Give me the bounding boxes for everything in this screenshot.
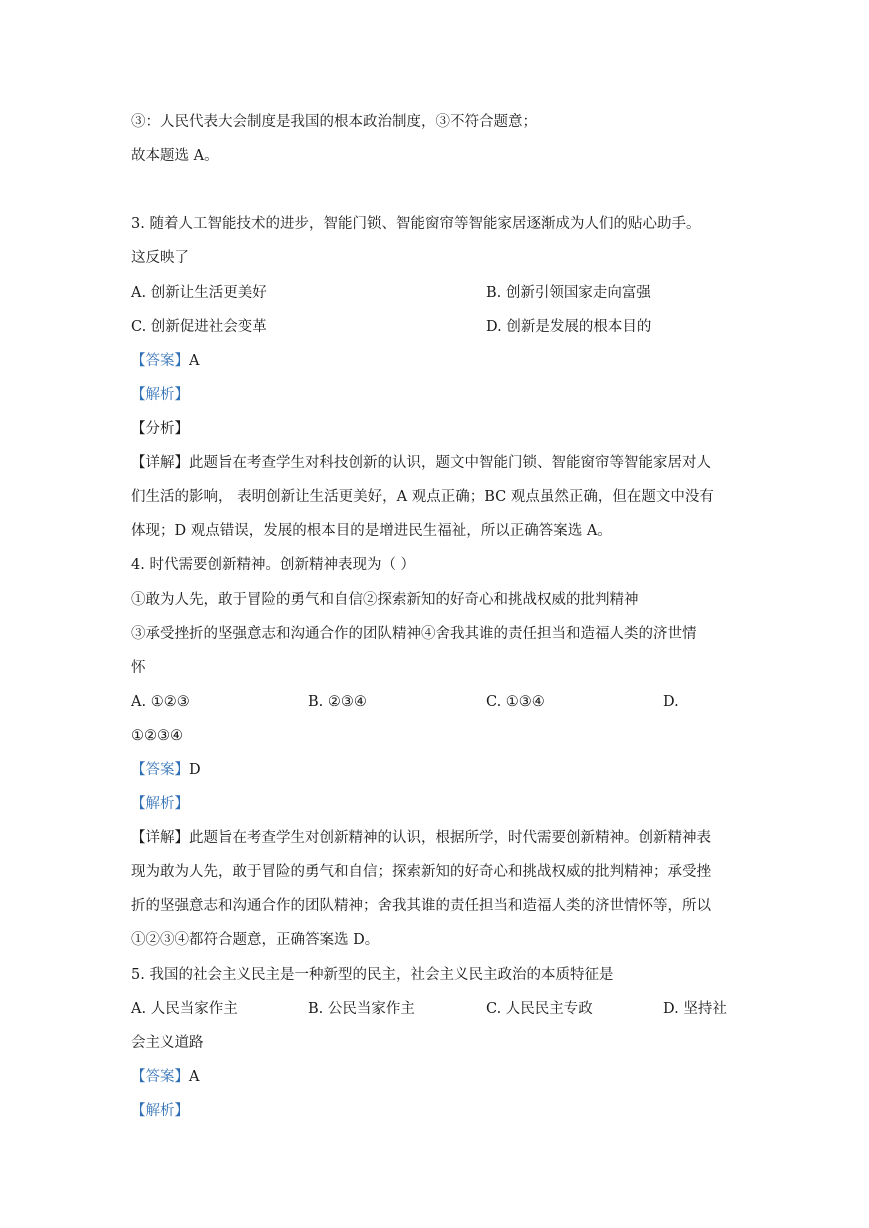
q4-answer xyxy=(131,760,201,780)
prev-conclusion-line: 故本题选 A。 xyxy=(131,148,219,164)
answer-tag: 【答案】 xyxy=(131,762,189,778)
q4-option-d: D. xyxy=(663,694,679,710)
q4-item-line1: ①敢为人先，敢于冒险的勇气和自信②探索新知的好奇心和挑战权威的批判精神 xyxy=(131,592,639,608)
q5-option-d: D. 坚持社 xyxy=(663,1001,727,1017)
q3-option-b: B. 创新引领国家走向富强 xyxy=(486,285,651,301)
q4-option-d-continuation: ①②③④ xyxy=(131,728,183,744)
q4-analysis-tag: 【解析】 xyxy=(131,796,189,812)
q5-option-b: B. 公民当家作主 xyxy=(308,1001,415,1017)
answer-tag: 【答案】 xyxy=(131,1069,189,1085)
q3-stem-line1: 3. 随着人工智能技术的进步，智能门锁、智能窗帘等智能家居逐渐成为人们的贴心助手。 xyxy=(131,216,701,232)
q3-detail-line1 xyxy=(131,453,711,473)
q4-stem-line1: 4. 时代需要创新精神。创新精神表现为（ ） xyxy=(131,557,416,573)
detail-tag: 【详解】 xyxy=(131,455,189,471)
q4-detail-line1 xyxy=(131,828,711,848)
q3-stem-line2: 这反映了 xyxy=(131,250,189,266)
q4-item-line2: ③承受挫折的坚强意志和沟通合作的团队精神④舍我其谁的责任担当和造福人类的济世情 xyxy=(131,626,697,642)
q3-answer-value: A xyxy=(189,353,200,369)
q3-detail-line2: 们生活的影响， 表明创新让生活更美好，A 观点正确；BC 观点虽然正确，但在题文中没有 xyxy=(131,489,714,505)
q3-option-a: A. 创新让生活更美好 xyxy=(131,285,267,301)
q5-answer-value: A xyxy=(189,1069,200,1085)
q3-detail-line3: 体现；D 观点错误，发展的根本目的是增进民生福祉，所以正确答案选 A。 xyxy=(131,523,612,539)
q4-detail-text1: 此题旨在考查学生对创新精神的认识，根据所学，时代需要创新精神。创新精神表 xyxy=(189,830,711,846)
q4-option-c: C. ①③④ xyxy=(486,694,545,710)
q3-answer xyxy=(131,351,199,371)
q5-stem-line1: 5. 我国的社会主义民主是一种新型的民主，社会主义民主政治的本质特征是 xyxy=(131,967,614,983)
q4-answer-value: D xyxy=(189,762,201,778)
q5-answer xyxy=(131,1067,199,1087)
q5-analysis-tag: 【解析】 xyxy=(131,1103,189,1119)
q4-detail-line4: ①②③④都符合题意，正确答案选 D。 xyxy=(131,932,380,948)
q5-option-c: C. 人民民主专政 xyxy=(486,1001,593,1017)
q5-option-d-continuation: 会主义道路 xyxy=(131,1035,204,1051)
q3-fenxi-tag: 【分析】 xyxy=(131,421,189,437)
q4-detail-line3: 折的坚强意志和沟通合作的团队精神；舍我其谁的责任担当和造福人类的济世情怀等，所以 xyxy=(131,898,711,914)
q4-detail-line2: 现为敢为人先，敢于冒险的勇气和自信；探索新知的好奇心和挑战权威的批判精神；承受挫 xyxy=(131,864,711,880)
q4-option-b: B. ②③④ xyxy=(308,694,367,710)
prev-explanation-line: ③：人民代表大会制度是我国的根本政治制度，③不符合题意； xyxy=(131,114,537,130)
q5-option-a: A. 人民当家作主 xyxy=(131,1001,238,1017)
detail-tag: 【详解】 xyxy=(131,830,189,846)
q4-option-a: A. ①②③ xyxy=(131,694,190,710)
q3-option-d: D. 创新是发展的根本目的 xyxy=(486,319,652,335)
q3-detail-text1: 此题旨在考查学生对科技创新的认识，题文中智能门锁、智能窗帘等智能家居对人 xyxy=(189,455,711,471)
answer-tag: 【答案】 xyxy=(131,353,189,369)
q3-analysis-tag: 【解析】 xyxy=(131,387,189,403)
q3-option-c: C. 创新促进社会变革 xyxy=(131,319,267,335)
q4-item-line3: 怀 xyxy=(131,660,146,676)
